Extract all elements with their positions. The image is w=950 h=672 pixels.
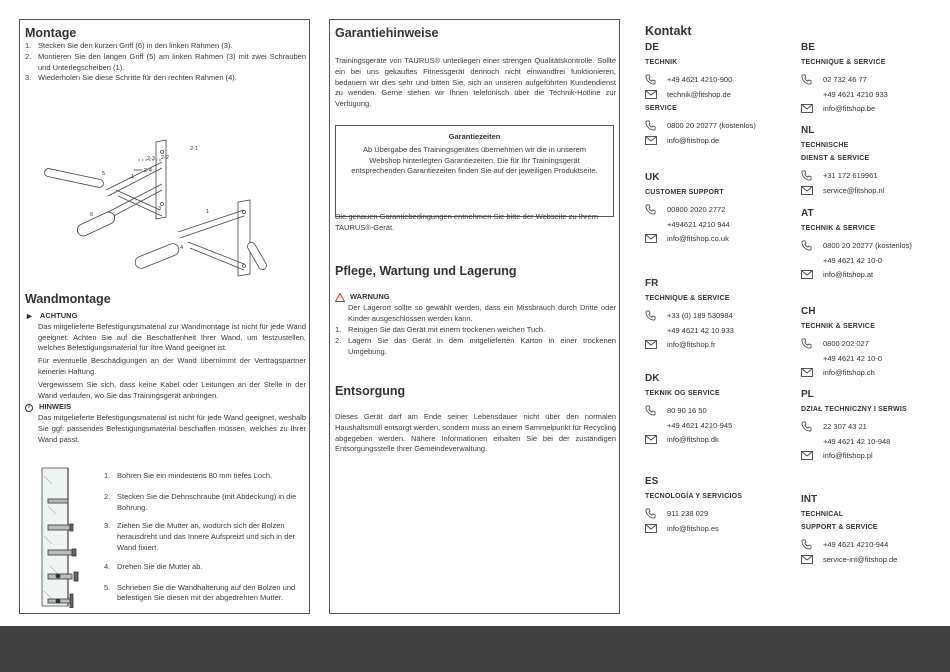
contact-ch: [801, 306, 946, 380]
phone-row[interactable]: 0800 202 027: [801, 336, 946, 351]
entsorgung-text: Dieses Gerät darf am Ende seiner Lebensdauer nicht über den normalen Haushaltsmüll entsorgt werden, sondern muss an einem Sammelpunkt für Recycling abgegeben werden. Nähere Informationen erhalten Sie bei der zuständigen Entsorgungsstelle Ihrer Gemeindeverwaltung.: [335, 412, 616, 454]
phone-icon: [645, 120, 667, 131]
department-label: TECHNIQUE & SERVICE: [801, 59, 886, 66]
phone-row[interactable]: +31 172 619961: [801, 168, 946, 183]
email-row[interactable]: info@fitshop.at: [801, 267, 946, 282]
phone-row[interactable]: +49 4621 42 10-0: [823, 353, 883, 363]
achtung-label: ACHTUNG: [39, 311, 78, 320]
phone-icon: [801, 421, 823, 432]
country-code: AT: [801, 208, 814, 219]
phone-row[interactable]: 80 90 16 50: [645, 403, 790, 418]
country-code: FR: [645, 278, 659, 289]
list-item: 4. Drehen Sie die Mutter ab.: [104, 561, 203, 571]
footer-bar: [0, 626, 950, 672]
department-label: SUPPORT & SERVICE: [801, 524, 878, 531]
phone-icon: [645, 74, 667, 85]
department-label: TECHNIQUE & SERVICE: [645, 295, 730, 302]
garantiezeiten-title: Garantiezeiten: [448, 132, 501, 141]
label-2-2: 2-2: [161, 155, 169, 161]
phone-icon: [645, 310, 667, 321]
label-2-4: 2-4: [144, 168, 152, 174]
contact-uk: [645, 172, 790, 246]
mail-icon: [801, 555, 823, 564]
hinweis-label: HINWEIS: [39, 402, 72, 412]
phone-icon: [645, 508, 667, 519]
phone-icon: [645, 405, 667, 416]
phone-row[interactable]: 00800 2020 2772: [645, 202, 790, 217]
long-grip-left: [44, 168, 104, 188]
contact-nl: [801, 125, 946, 198]
wandmontage-title: Wandmontage: [25, 292, 111, 306]
assembly-diagram: [38, 122, 278, 292]
info-icon: i: [25, 404, 33, 412]
short-grip-right: [133, 242, 180, 270]
warnung-label: WARNUNG: [350, 292, 390, 301]
label-6: 6: [90, 212, 94, 218]
mail-icon: [645, 340, 667, 349]
phone-icon: [801, 539, 823, 550]
country-code: DK: [645, 373, 660, 384]
list-item: 3. Ziehen Sie die Mutter an, wodurch sich der Bolzen herausdreht und das Innere Aufspreizt und sich in der Wand fixiert.: [104, 521, 296, 552]
label-1b: 1: [206, 209, 210, 215]
contact-fr: [645, 278, 790, 352]
phone-row[interactable]: +49 4621 42 10-0: [823, 255, 883, 265]
pflege-title: Pflege, Wartung und Lagerung: [335, 264, 517, 278]
email-row[interactable]: info@fitshop.be: [801, 101, 946, 116]
contact-at: [801, 208, 946, 282]
phone-row[interactable]: +494621 4210 944: [667, 219, 730, 229]
contact-be: [801, 42, 946, 116]
label-3: 3: [158, 206, 162, 212]
phone-row[interactable]: 02 732 46 77: [801, 72, 946, 87]
country-code: CH: [801, 306, 816, 317]
email-row[interactable]: info@fitshop.es: [645, 521, 790, 536]
list-item: 2. Montieren Sie den langen Griff (5) am linken Rahmen (3) mit zwei Schrauben und Unterlegscheiben (1).: [25, 51, 306, 72]
mail-icon: [645, 435, 667, 444]
phone-row[interactable]: 911 238 029: [645, 506, 790, 521]
department-label: TECHNIK & SERVICE: [801, 323, 876, 330]
montage-title: Montage: [25, 26, 77, 40]
list-item: 2. Stecken Sie die Dehnschraube (mit Abdeckung) in die Bohrung.: [104, 491, 297, 512]
mail-icon: [801, 186, 823, 195]
label-5: 5: [102, 171, 106, 177]
achtung-text-1: Das mitgelieferte Befestigungsmaterial zur Wandmontage ist nicht für jede Wand geeignet. Achten Sie auf die Beschaffenheit Ihrer Wand, um festzustellen, welches Befestigungsmaterial für Ihre Wand geeignet ist.: [38, 321, 306, 353]
mail-icon: [801, 451, 823, 460]
department-label: TECHNICAL: [801, 511, 844, 518]
contact-es: [645, 476, 790, 536]
mail-icon: [645, 524, 667, 533]
email-row[interactable]: info@fitshop.fr: [645, 337, 790, 352]
hinweis-text: Das mitgelieferte Befestigungsmaterial ist nicht für jede Wand geeignet, weshalb Sie ggf. passendes Befestigungsmaterial beschaffen müssen, welches zu Ihrer Wand passt.: [38, 413, 306, 444]
list-item: 3. Wiederholen Sie diese Schritte für den rechten Rahmen (4).: [25, 73, 237, 83]
label-1: 1: [131, 174, 135, 180]
phone-row[interactable]: +49 4621 4210-944: [801, 537, 946, 552]
warnung-block: [335, 292, 616, 358]
phone-icon: [645, 204, 667, 215]
entsorgung-title: Entsorgung: [335, 384, 406, 398]
label-2-1: 2-1: [190, 146, 198, 152]
list-item: 2. Lagern Sie das Gerät in dem mitgelieferten Karton in einer trockenen Umgebung.: [335, 336, 616, 356]
achtung-block: [25, 311, 306, 446]
phone-row[interactable]: 0800 20 20277 (kostenlos): [645, 118, 790, 133]
contact-int: [801, 494, 946, 567]
email-row[interactable]: service-int@fitshop.de: [801, 552, 946, 567]
warning-triangle-icon: [335, 293, 345, 302]
list-item: 1. Reinigen Sie das Gerät mit einem trockenen weichen Tuch.: [335, 325, 546, 335]
mail-icon: [645, 90, 667, 99]
pflege-steps: [335, 325, 616, 357]
country-code: BE: [801, 42, 815, 53]
list-item: 1. Stecken Sie den kurzen Griff (6) in den linken Rahmen (3).: [25, 41, 233, 50]
garantiezeiten-box: [335, 125, 614, 217]
garantie-after: Die genauen Garantiebedingungen entnehmen Sie bitte der Webseite zu Ihrem TAURUS®-Gerät.: [335, 212, 598, 232]
country-code: UK: [645, 172, 660, 183]
mail-icon: [801, 368, 823, 377]
phone-icon: [801, 338, 823, 349]
wandmontage-steps: [104, 471, 306, 604]
achtung-text-2: Für eventuelle Beschädigungen an der Wand übernimmt der Vertragspartner keinerlei Haftung.: [38, 356, 306, 376]
mail-icon: [645, 136, 667, 145]
phone-row[interactable]: +49 4621 4210-945: [667, 420, 733, 430]
department-label: SERVICE: [645, 105, 678, 112]
country-code: PL: [801, 389, 814, 400]
department-label: TEKNIK OG SERVICE: [645, 390, 720, 397]
montage-steps: [25, 41, 306, 84]
phone-icon: [801, 74, 823, 85]
achtung-text-3: Vergewissern Sie sich, dass keine Kabel oder Leitungen an der Stelle in der Wand verlaufen, wo Sie das Trainingsgerät anbringen.: [38, 379, 306, 400]
mail-icon: [801, 270, 823, 279]
phone-icon: [801, 170, 823, 181]
department-label: DZIAŁ TECHNICZNY I SERWIS: [801, 406, 907, 413]
department-label: TECHNISCHE: [801, 142, 849, 149]
contact-de: [645, 42, 790, 148]
garantie-panel: [329, 19, 620, 614]
country-code: DE: [645, 42, 659, 53]
mail-icon: [645, 234, 667, 243]
montage-panel: [19, 19, 310, 614]
phone-icon: [801, 240, 823, 251]
garantie-title: Garantiehinweise: [335, 26, 439, 40]
kontakt-title: Kontakt: [645, 24, 692, 38]
phone-row[interactable]: +49 4621 4210-900: [645, 72, 790, 87]
department-label: DIENST & SERVICE: [801, 155, 870, 162]
email-row[interactable]: info@fitshop.pl: [801, 448, 946, 463]
phone-row[interactable]: 0800 20 20277 (kostenlos): [801, 238, 946, 253]
list-item: 1. Bohren Sie ein mindestens 80 mm tiefes Loch.: [104, 471, 273, 480]
department-label: TECHNIK: [645, 59, 678, 66]
department-label: TECHNIK & SERVICE: [801, 225, 876, 232]
short-grip-left: [75, 210, 116, 238]
arrow-right-icon: ►: [25, 311, 34, 321]
email-row[interactable]: info@fitshop.de: [645, 133, 790, 148]
list-item: 5. Schrieben Sie die Wandhalterung auf den Bolzen und befestigen Sie diesen mit der abgedrehten Mutter.: [104, 582, 296, 603]
contact-dk: [645, 373, 790, 447]
country-code: ES: [645, 476, 659, 487]
email-row[interactable]: service@fitshop.nl: [801, 183, 946, 198]
phone-row[interactable]: +33 (0) 189 530984: [645, 308, 790, 323]
garantie-intro: Trainingsgeräte von TAURUS® unterliegen einer strengen Qualitätskontrolle. Sollte ein bei uns gekauftes Fitnessgerät dennoch nicht einwandfrei funktionieren, bedauern wir dies sehr und bitten Sie, sich an unseren aufgeführten Kundendienst zu wenden. Gerne stehen wir Ihnen telefonisch über die Technik-Hotline zur Verfügung.: [335, 56, 616, 109]
label-2-3: 2-3: [147, 156, 155, 162]
phone-row[interactable]: +49 4621 4210 933: [823, 89, 888, 99]
contact-pl: [801, 389, 946, 463]
label-4: 4: [180, 245, 184, 251]
country-code: INT: [801, 494, 818, 505]
phone-row[interactable]: +49 4621 42 10 933: [667, 325, 734, 335]
country-code: NL: [801, 125, 815, 136]
email-row[interactable]: info@fitshop.dk: [645, 432, 790, 447]
department-label: TECNOLOGÍA Y SERVICIOS: [645, 493, 743, 500]
email-row[interactable]: technik@fitshop.de: [645, 87, 790, 102]
email-row[interactable]: info@fitshop.ch: [801, 365, 946, 380]
phone-row[interactable]: +49 4621 42 10-948: [823, 436, 891, 446]
svg-text:!: !: [339, 296, 341, 302]
wall-anchor-illustration: [38, 466, 90, 608]
email-row[interactable]: info@fitshop.co.uk: [645, 231, 790, 246]
garantiezeiten-text: Ab Übergabe des Trainingsgerätes übernehmen wir die in unserem Webshop hinterlegten Garantiezeiten. Die für Ihr Trainingsgerät entsprechenden Garantiezeiten finden Sie auf der jeweiligen Produktseite.: [351, 144, 598, 176]
warnung-text: Der Lagerort sollte so gewählt werden, dass ein Missbrauch durch Dritte oder Kinder ausgeschlossen werden kann.: [348, 302, 616, 323]
phone-row[interactable]: 22 307 43 21: [801, 419, 946, 434]
department-label: CUSTOMER SUPPORT: [645, 189, 724, 196]
mail-icon: [801, 104, 823, 113]
